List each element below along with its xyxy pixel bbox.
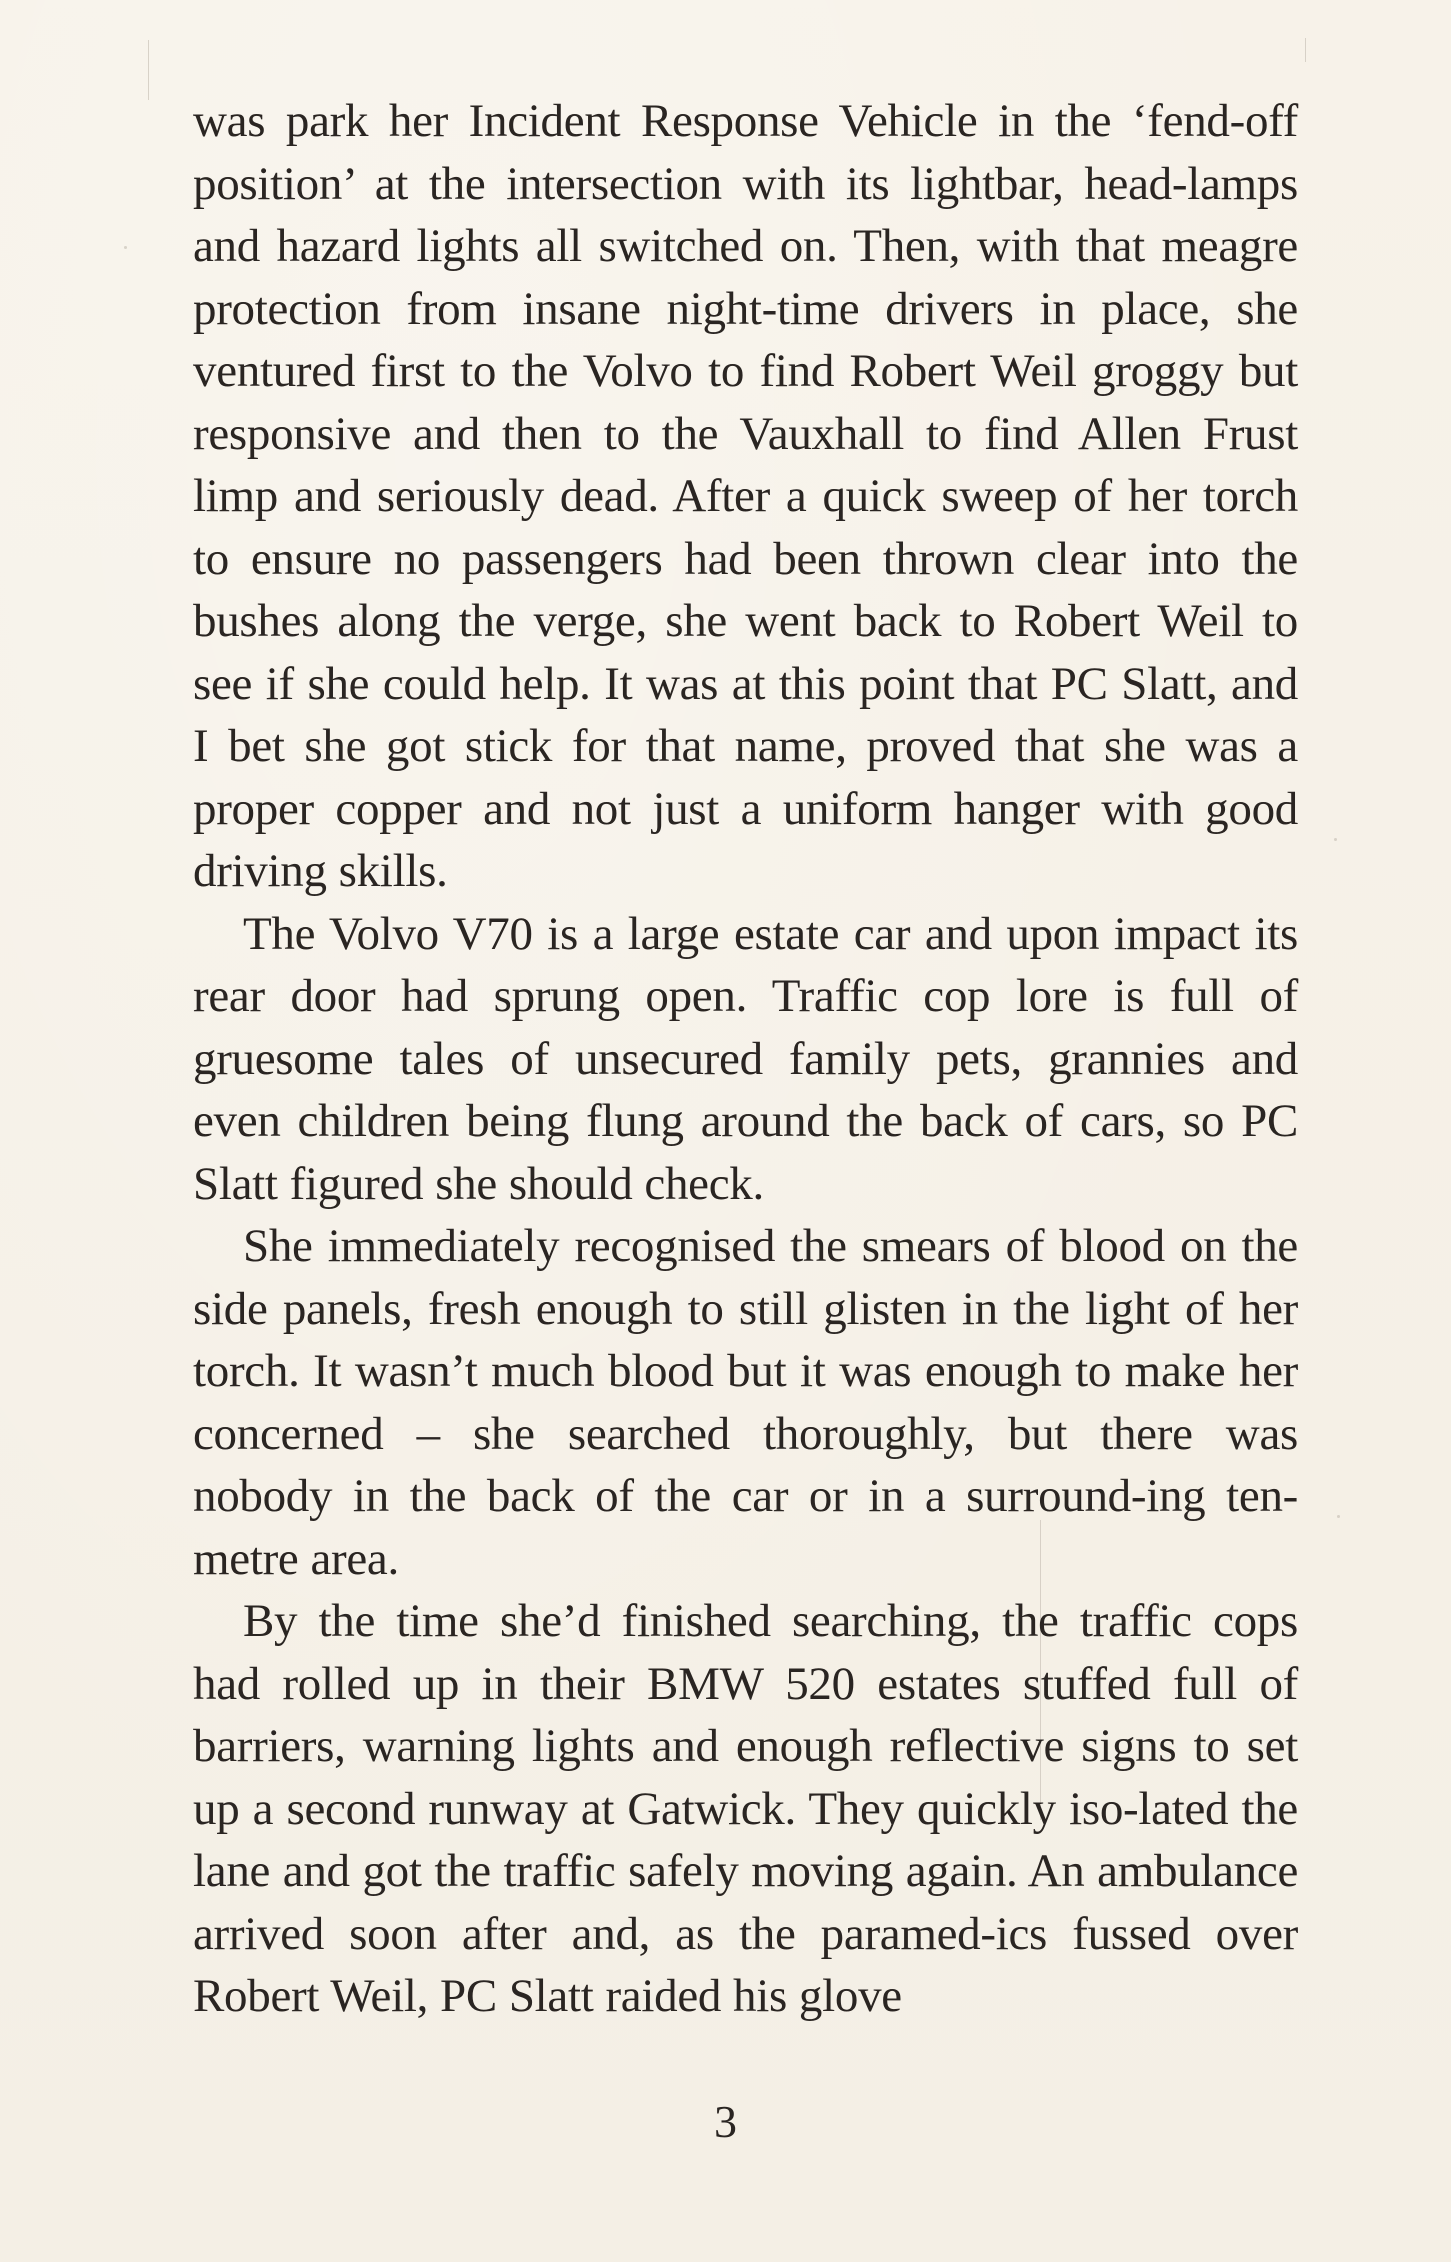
paper-crease-mark bbox=[148, 40, 149, 100]
body-text bbox=[193, 90, 1298, 2028]
paragraph: By the time she’d finished searching, the traffic cops had rolled up in their BMW 520 estates stuffed full of barriers, warning lights and enough reflective signs to set up a second runway at Gatwick. They quickly iso-lated the lane and got the traffic safely moving again. An ambulance arrived soon after and, as the paramed-ics fussed over Robert Weil, PC Slatt raided his glove bbox=[193, 1595, 1298, 2022]
paper-crease-mark bbox=[1305, 38, 1306, 62]
paragraph: She immediately recognised the smears of blood on the side panels, fresh enough to still glisten in the light of her torch. It wasn’t much blood but it was enough to make her concerned – she searched thoroughly, but there was nobody in the back of the car or in a surround-ing ten-metre area. bbox=[193, 1220, 1298, 1585]
paper-speck bbox=[1337, 1515, 1340, 1518]
paper-speck bbox=[1334, 838, 1337, 841]
paragraph: was park her Incident Response Vehicle in the ‘fend-off position’ at the intersection with its lightbar, head-lamps and hazard lights all switched on. Then, with that meagre protection from insane night-time drivers in place, she ventured first to the Volvo to find Robert Weil groggy but responsive and then to the Vauxhall to find Allen Frust limp and seriously dead. After a quick sweep of her torch to ensure no passengers had been thrown clear into the bushes along the verge, she went back to Robert Weil to see if she could help. It was at this point that PC Slatt, and I bet she got stick for that name, proved that she was a proper copper and not just a uniform hanger with good driving skills. bbox=[193, 95, 1298, 897]
paper-speck bbox=[124, 246, 127, 249]
paragraph: The Volvo V70 is a large estate car and upon impact its rear door had sprung open. Traffic cop lore is full of gruesome tales of unsecured family pets, grannies and even children being flung around the back of cars, so PC Slatt figured she should check. bbox=[193, 907, 1298, 1210]
page-number: 3 bbox=[714, 2096, 737, 2147]
